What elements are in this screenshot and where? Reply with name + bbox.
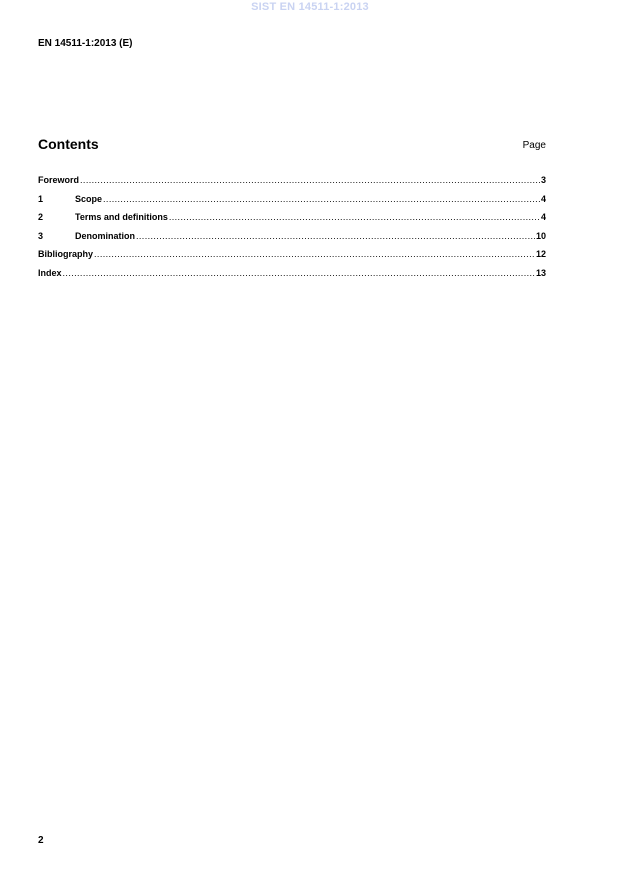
toc-entry-title: Bibliography	[38, 249, 94, 259]
toc-entry-page: 4	[540, 193, 546, 204]
toc-entry-index[interactable]	[38, 268, 546, 287]
toc-entry-page: 12	[535, 249, 546, 259]
page-column-label: Page	[522, 140, 546, 151]
contents-heading: Contents	[38, 136, 99, 152]
toc-entry-title: Denomination	[75, 230, 135, 241]
toc-dot-leader	[169, 212, 540, 222]
toc-entry-number: 3	[38, 230, 44, 241]
toc-entry-page: 10	[535, 230, 546, 241]
watermark: SIST EN 14511-1:2013	[251, 1, 369, 13]
page-number: 2	[38, 835, 44, 846]
toc-entry-title: Index	[38, 267, 62, 278]
toc-dot-leader	[94, 249, 535, 259]
toc-dot-leader	[80, 175, 540, 185]
toc-entry-page: 3	[540, 175, 546, 185]
toc-entry-title: Terms and definitions	[75, 212, 168, 222]
toc-dot-leader	[136, 231, 535, 241]
toc-entry-scope[interactable]	[38, 194, 546, 213]
toc-entry-foreword[interactable]	[38, 175, 546, 194]
toc-entry-title: Scope	[75, 193, 103, 204]
toc-entry-title: Foreword	[38, 175, 80, 185]
toc-entry-number: 1	[38, 193, 44, 204]
toc-dot-leader	[103, 194, 540, 204]
toc-entry-bibliography[interactable]	[38, 249, 546, 268]
toc-dot-leader	[63, 268, 535, 278]
toc-entry-denomination[interactable]	[38, 231, 546, 250]
table-of-contents	[38, 175, 546, 286]
toc-entry-page: 13	[535, 267, 546, 278]
toc-entry-page: 4	[540, 212, 546, 222]
toc-entry-terms-and-definitions[interactable]	[38, 212, 546, 231]
document-id: EN 14511-1:2013 (E)	[38, 38, 133, 49]
toc-entry-number: 2	[38, 212, 44, 222]
